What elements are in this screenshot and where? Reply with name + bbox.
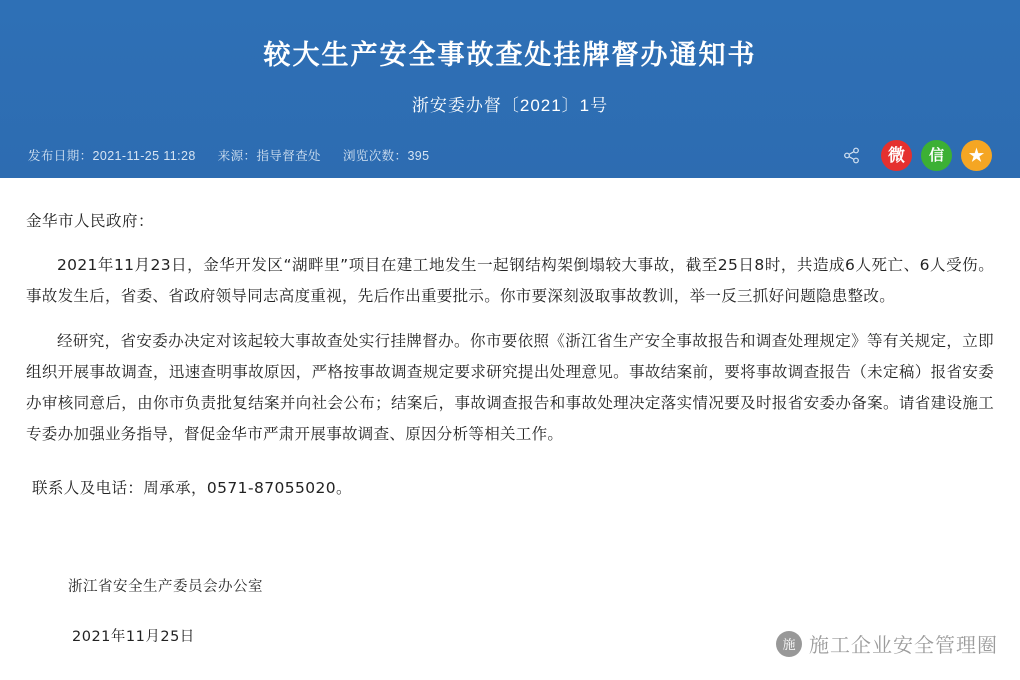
- meta-bar: [0, 132, 1020, 178]
- watermark: [776, 629, 998, 658]
- salutation: 金华市人民政府：: [26, 212, 155, 230]
- wechat-share-icon[interactable]: 信: [921, 140, 952, 171]
- publish-date: 发布日期：2021-11-25 11:28: [28, 149, 196, 163]
- signature-date: 2021年11月25日: [72, 629, 195, 645]
- view-count: 浏览次数：395: [342, 149, 430, 163]
- document-number: 浙安委办督〔2021〕1号: [411, 96, 609, 116]
- paragraph-1: 2021年11月23日，金华开发区“湖畔里”项目在建工地发生一起钢结构架倒塌较大事故，截至25日8时，共造成6人死亡、6人受伤。事故发生后，省委、省政府领导同志高度重视，先后作出重要批示。你市要深刻汲取事故教训，举一反三抓好问题隐患整改。: [26, 256, 994, 306]
- page-title: 较大生产安全事故查处挂牌督办通知书: [263, 40, 757, 70]
- document-header-banner: [0, 0, 1020, 178]
- contact-line: 联系人及电话：周承承，0571-87055020。: [32, 479, 352, 498]
- favorite-star-icon[interactable]: ★: [961, 140, 992, 171]
- paragraph-2: 经研究，省安委办决定对该起较大事故查处实行挂牌督办。你市要依照《浙江省生产安全事故报告和调查处理规定》等有关规定，立即组织开展事故调查，迅速查明事故原因，严格按事故调查规定要求研究提出处理意见。事故结案前，要将事故调查报告（未定稿）报省安委办审核同意后，由你市负责批复结案并向社会公布；结案后，事故调查报告和事故处理决定落实情况要及时报省安委办备案。请省建设施工专委办加强业务指导，督促金华市严肃开展事故调查、原因分析等相关工作。: [26, 332, 994, 444]
- watermark-text: 施工企业安全管理圈: [809, 633, 998, 657]
- signature-organization: 浙江省安全生产委员会办公室: [68, 579, 263, 595]
- share-group: [843, 140, 992, 171]
- meta-info: [28, 146, 430, 164]
- watermark-logo-icon: 施: [776, 631, 802, 657]
- weibo-share-icon[interactable]: 微: [881, 140, 912, 171]
- source-label: 来源：指导督查处: [217, 149, 321, 163]
- document-body: [0, 178, 1020, 504]
- share-icon[interactable]: [843, 147, 860, 164]
